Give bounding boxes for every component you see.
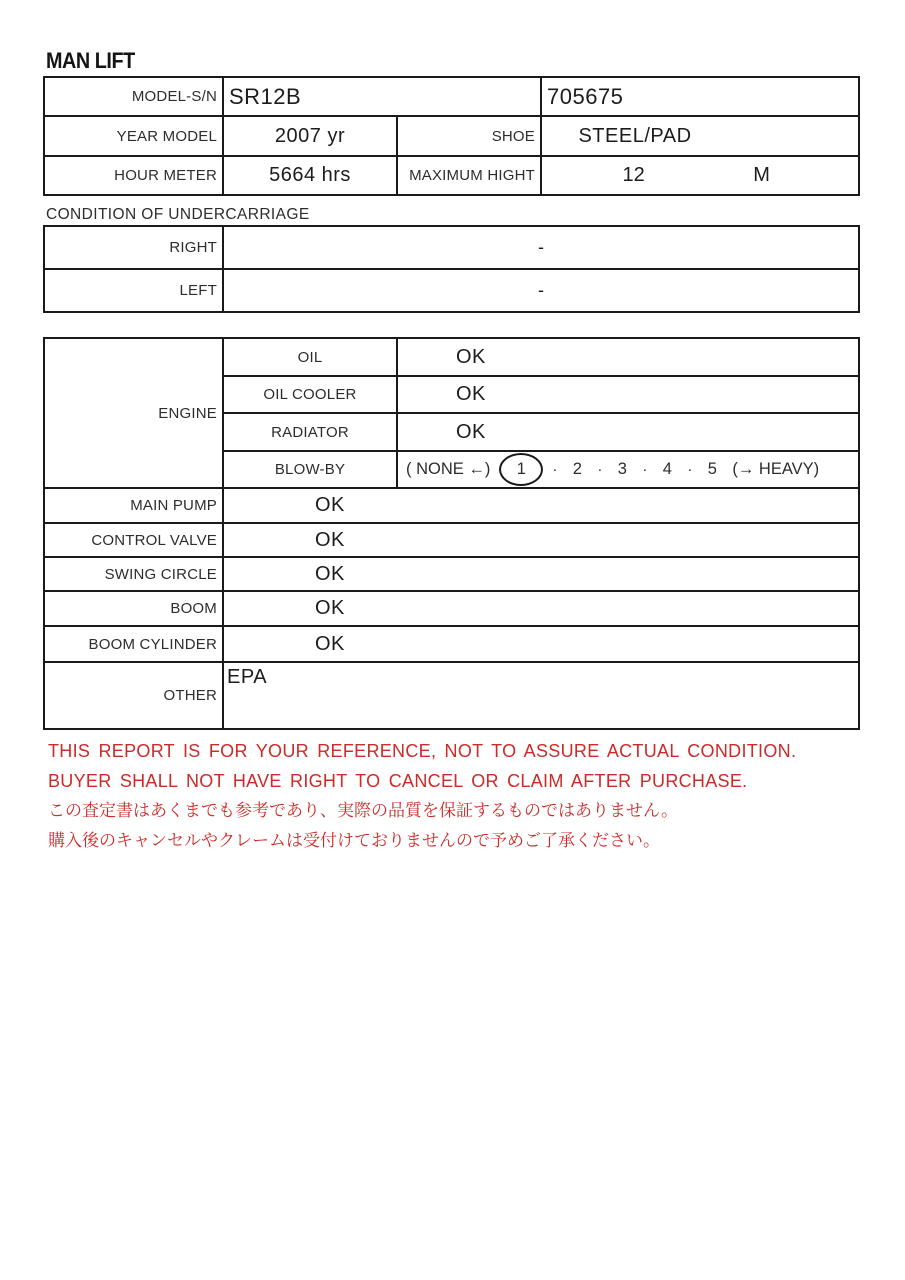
engine-radiator-label: RADIATOR xyxy=(223,413,397,451)
shoe-label: SHOE xyxy=(397,116,541,156)
blow-by-scale-2: 2 xyxy=(572,460,582,478)
swing-circle-value: OK xyxy=(223,557,859,591)
year-model-value: 2007 yr xyxy=(223,116,397,156)
blow-by-none-prefix: ( NONE ←) xyxy=(406,460,491,478)
year-model-label: YEAR MODEL xyxy=(44,116,223,156)
undercarriage-right-label: RIGHT xyxy=(44,226,223,269)
engine-oil-label: OIL xyxy=(223,338,397,376)
blow-by-selected-circle xyxy=(499,453,543,486)
main-pump-label: MAIN PUMP xyxy=(44,488,223,523)
disclaimer-line-en-1: THIS REPORT IS FOR YOUR REFERENCE, NOT TO ASSURE ACTUAL CONDITION. xyxy=(48,741,797,761)
disclaimer-line-jp-1: この査定書はあくまでも参考であり、実際の品質を保証するものではありません。 xyxy=(48,801,679,820)
table-row xyxy=(44,591,859,626)
scale-separator-dot: · xyxy=(687,461,693,478)
undercarriage-left-label: LEFT xyxy=(44,269,223,312)
table-row xyxy=(44,116,859,156)
boom-cylinder-value: OK xyxy=(223,626,859,662)
swing-circle-label: SWING CIRCLE xyxy=(44,557,223,591)
blow-by-scale-3: 3 xyxy=(617,460,627,478)
page-title: MAN LIFT xyxy=(46,48,135,73)
control-valve-value: OK xyxy=(223,523,859,557)
table-row xyxy=(44,226,859,269)
scale-separator-dot: · xyxy=(552,461,558,478)
table-row xyxy=(44,77,859,116)
engine-radiator-value: OK xyxy=(397,413,859,451)
control-valve-label: CONTROL VALVE xyxy=(44,523,223,557)
maximum-height-value: 12 xyxy=(622,164,645,186)
engine-oil-value: OK xyxy=(397,338,859,376)
model-sn-label: MODEL-S/N xyxy=(44,77,223,116)
boom-value: OK xyxy=(223,591,859,626)
disclaimer-line-en-2: BUYER SHALL NOT HAVE RIGHT TO CANCEL OR CLAIM AFTER PURCHASE. xyxy=(48,771,748,791)
serial-number-value: 705675 xyxy=(541,77,859,116)
maximum-height-label: MAXIMUM HIGHT xyxy=(397,156,541,195)
model-sn-value: SR12B xyxy=(223,77,541,116)
blow-by-scale-1: 1 xyxy=(516,460,526,478)
table-row xyxy=(44,488,859,523)
blow-by-label: BLOW-BY xyxy=(223,451,397,488)
blow-by-scale-4: 4 xyxy=(662,460,672,478)
scale-separator-dot: · xyxy=(642,461,648,478)
table-row xyxy=(44,156,859,195)
shoe-value: STEEL/PAD xyxy=(541,116,859,156)
blow-by-heavy-suffix: (→ HEAVY) xyxy=(732,460,820,478)
boom-label: BOOM xyxy=(44,591,223,626)
maximum-height-unit: M xyxy=(753,164,770,186)
table-row xyxy=(44,626,859,662)
blow-by-scale-5: 5 xyxy=(707,460,717,478)
engine-label: ENGINE xyxy=(44,338,223,488)
undercarriage-heading: CONDITION OF UNDERCARRIAGE xyxy=(46,206,310,223)
hour-meter-value: 5664 hrs xyxy=(223,156,397,195)
maximum-height-cell xyxy=(541,156,859,195)
boom-cylinder-label: BOOM CYLINDER xyxy=(44,626,223,662)
table-row xyxy=(44,523,859,557)
blow-by-scale xyxy=(397,451,859,488)
scale-separator-dot: · xyxy=(597,461,603,478)
disclaimer-block xyxy=(48,736,796,856)
table-row xyxy=(44,338,859,376)
other-label: OTHER xyxy=(44,662,223,729)
engine-oil-cooler-value: OK xyxy=(397,376,859,413)
machine-spec-table xyxy=(43,76,860,196)
disclaimer-line-jp-2: 購入後のキャンセルやクレームは受付けておりませんので予めご了承ください。 xyxy=(48,831,660,850)
other-value: EPA xyxy=(223,662,859,729)
hour-meter-label: HOUR METER xyxy=(44,156,223,195)
undercarriage-left-value: - xyxy=(223,269,859,312)
table-row xyxy=(44,269,859,312)
table-row xyxy=(44,662,859,729)
engine-oil-cooler-label: OIL COOLER xyxy=(223,376,397,413)
main-pump-value: OK xyxy=(223,488,859,523)
inspection-table xyxy=(43,337,860,730)
undercarriage-right-value: - xyxy=(223,226,859,269)
undercarriage-table xyxy=(43,225,860,313)
table-row xyxy=(44,557,859,591)
